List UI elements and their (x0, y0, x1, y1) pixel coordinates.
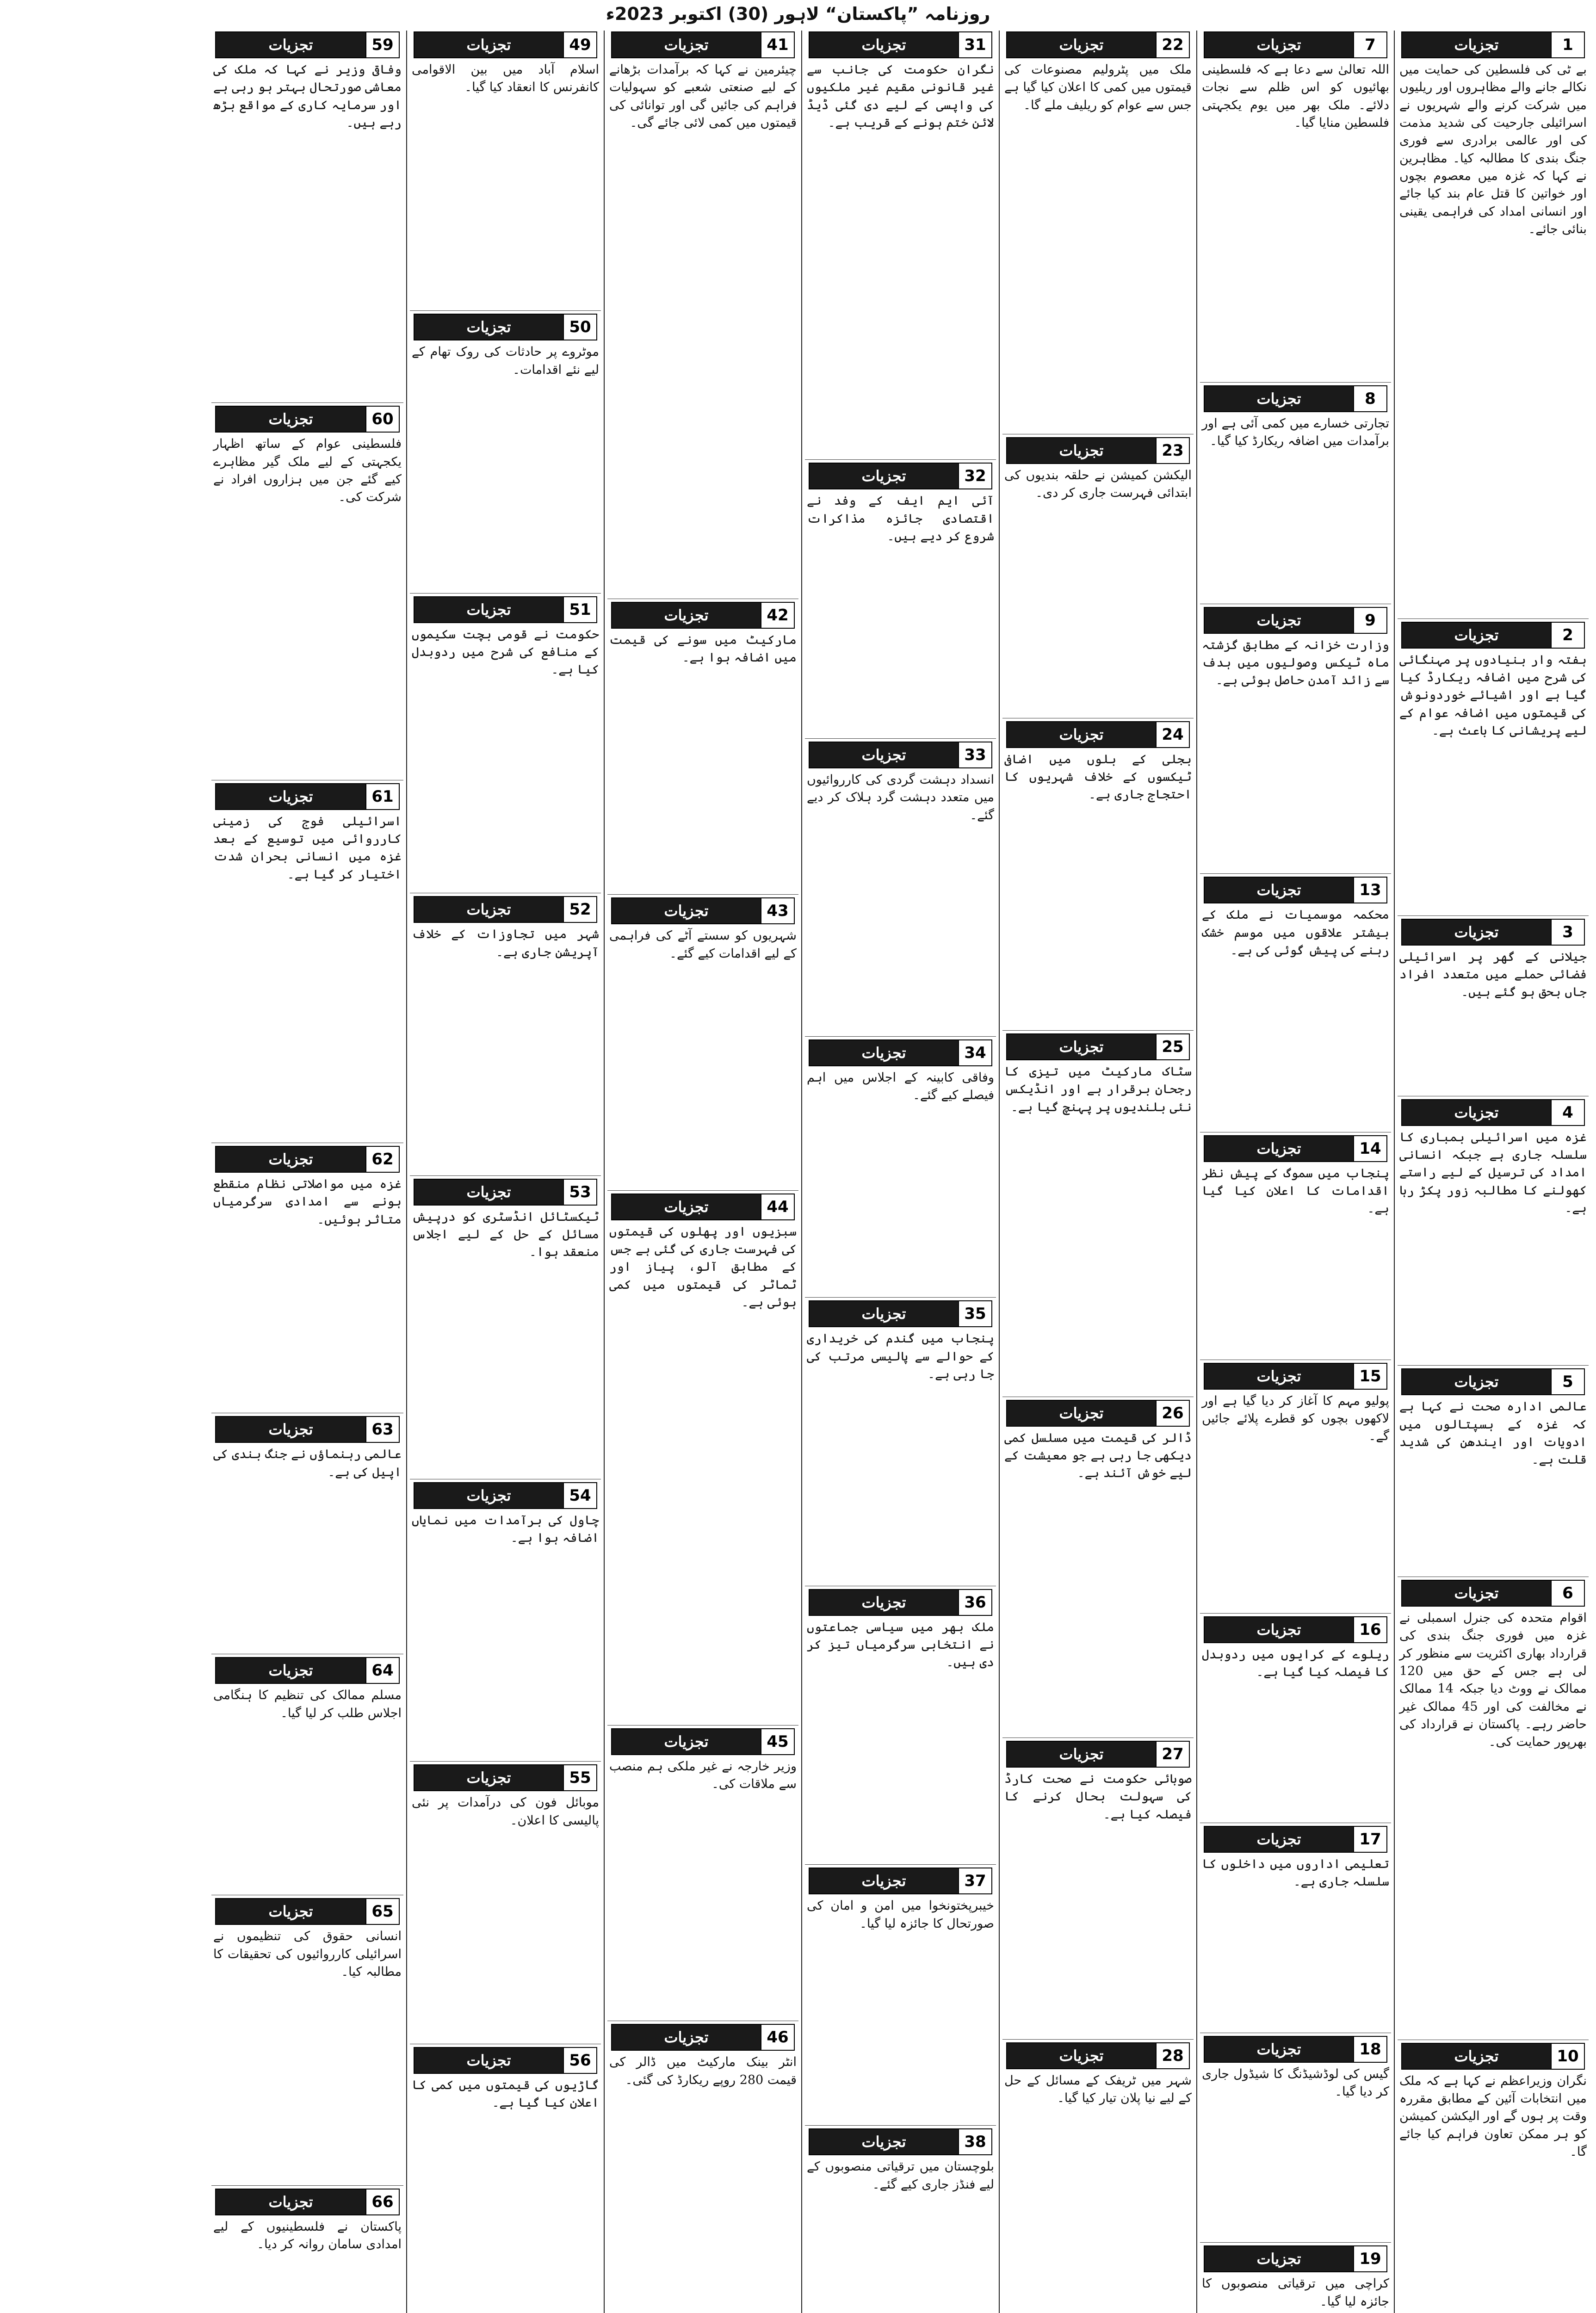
news-item-body: گیس کی لوڈشیڈنگ کا شیڈول جاری کر دیا گیا۔ (1202, 2066, 1389, 2099)
news-item-label: تجزیات (414, 1765, 563, 1790)
news-item-heading (1204, 1363, 1387, 1390)
news-item (1200, 31, 1391, 383)
news-item-number: 36 (958, 1590, 991, 1615)
news-item-heading (1006, 2042, 1190, 2069)
news-item-body: پنجاب میں گندم کی خریداری کے حوالے سے پالیسی مرتب کی جا رہی ہے۔ (807, 1331, 994, 1381)
news-item-label: تجزیات (216, 1658, 365, 1683)
news-item-label: تجزیات (1402, 1100, 1551, 1125)
news-item-number: 15 (1353, 1364, 1386, 1389)
news-item-number: 61 (365, 784, 399, 809)
news-item (410, 595, 601, 894)
news-item-body: سٹاک مارکیٹ میں تیزی کا رجحان برقرار ہے اور انڈیکس نئی بلندیوں پر پہنچ گیا ہے۔ (1004, 1064, 1192, 1114)
news-item-label: تجزیات (1007, 1034, 1156, 1059)
news-item-label: تجزیات (1402, 32, 1551, 57)
news-item-label: تجزیات (216, 2189, 365, 2214)
news-item-label: تجزیات (810, 2129, 958, 2154)
news-column (801, 31, 996, 2313)
news-item-number: 14 (1353, 1136, 1386, 1161)
news-item-label: تجزیات (1205, 2037, 1353, 2062)
news-column (1196, 31, 1391, 2313)
news-item (410, 2046, 601, 2313)
news-item (410, 1763, 601, 2044)
news-item-heading (215, 783, 400, 810)
news-item (1398, 918, 1589, 1096)
news-item-heading (215, 31, 400, 58)
news-item (1398, 621, 1589, 916)
news-item-label: تجزیات (810, 742, 958, 767)
news-item-body: جیلانی کے گھر پر اسرائیلی فضائی حملے میں متعدد افراد جاں بحق ہو گئے ہیں۔ (1399, 949, 1587, 1000)
news-item-body: وفاقی وزیر نے کہا کہ ملک کی معاشی صورتحال بہتر ہو رہی ہے اور سرمایہ کاری کے مواقع بڑھ رہے ہیں۔ (213, 62, 402, 130)
news-item-heading (1401, 1368, 1585, 1395)
news-item-body: موبائل فون کی درآمدات پر نئی پالیسی کا اعلان۔ (412, 1795, 599, 1828)
news-item-heading (809, 31, 992, 58)
news-item-label: تجزیات (810, 1868, 958, 1893)
news-item-label: تجزیات (216, 1899, 365, 1924)
news-item (1398, 1579, 1589, 2040)
news-item (211, 1145, 403, 1413)
news-item-number: 32 (958, 464, 991, 489)
news-item-heading (1204, 385, 1387, 412)
news-item-number: 24 (1156, 722, 1189, 747)
news-item-heading (1006, 31, 1190, 58)
news-item-heading (215, 2189, 400, 2215)
news-item-number: 66 (365, 2189, 399, 2214)
news-item-label: تجزیات (1402, 2044, 1551, 2069)
news-columns (7, 31, 1589, 2313)
news-item-number: 7 (1353, 32, 1386, 57)
news-item-heading (1006, 1741, 1190, 1768)
news-item-label: تجزیات (1205, 1827, 1353, 1852)
news-item-label: تجزیات (1205, 2246, 1353, 2271)
news-item-heading (1401, 31, 1585, 58)
news-item-label: تجزیات (1205, 386, 1353, 411)
news-item-number: 16 (1353, 1617, 1386, 1642)
news-item (1002, 436, 1194, 718)
news-item-label: تجزیات (216, 1147, 365, 1172)
news-item-number: 19 (1353, 2246, 1386, 2271)
news-item-number: 8 (1353, 386, 1386, 411)
news-item-body: انسداد دہشت گردی کی کارروائیوں میں متعدد دہشت گرد ہلاک کر دیے گئے۔ (807, 772, 994, 823)
news-item (1200, 876, 1391, 1132)
news-item-number: 5 (1551, 1369, 1584, 1394)
news-item-body: بے ٹی کی فلسطین کی حمایت میں نکالے جانے والے مظاہروں اور ریلیوں میں شرکت کرنے والے شہریوں نے اسرائیلی جارحیت کی شدید مذمت کی اور عالمی برادری سے فوری جنگ بندی کا مطالبہ کیا۔ مظاہرین نے کہا کہ غزہ میں معصوم بچوں اور خواتین کا قتل عام بند کیا جائے اور انسانی امداد کی فراہمی یقینی بنائی جائے۔ (1399, 62, 1587, 236)
news-item-body: ملک بھر میں سیاسی جماعتوں نے انتخابی سرگرمیاں تیز کر دی ہیں۔ (807, 1620, 994, 1670)
news-item-label: تجزیات (1007, 2043, 1156, 2068)
news-item-number: 45 (761, 1729, 794, 1754)
news-item-number: 49 (563, 32, 596, 57)
news-item-label: تجزیات (1205, 1617, 1353, 1642)
news-item-label: تجزیات (414, 897, 563, 922)
news-item-heading (1006, 437, 1190, 464)
news-item-heading (414, 31, 597, 58)
news-item-number: 3 (1551, 920, 1584, 945)
news-item-heading (809, 2128, 992, 2155)
news-item-number: 62 (365, 1147, 399, 1172)
news-item-heading (215, 1146, 400, 1173)
news-item (1200, 1825, 1391, 2033)
news-item-body: پولیو مہم کا آغاز کر دیا گیا ہے اور لاکھوں بچوں کو قطرے پلائے جائیں گے۔ (1202, 1393, 1389, 1444)
news-item-body: حکومت نے قومی بچت سکیموں کے منافع کی شرح میں ردوبدل کیا ہے۔ (412, 627, 599, 677)
news-item-heading (1204, 877, 1387, 903)
news-item (805, 462, 996, 739)
news-item (410, 1481, 601, 1762)
news-item (211, 2188, 403, 2313)
news-item-label: تجزیات (1402, 920, 1551, 945)
news-item (1200, 2035, 1391, 2243)
news-item-heading (1401, 2043, 1585, 2070)
news-item (607, 1727, 798, 2022)
news-item-label: تجزیات (810, 464, 958, 489)
news-item (805, 1299, 996, 1586)
news-item (607, 31, 798, 599)
news-item-body: چاول کی برآمدات میں نمایاں اضافہ ہوا ہے۔ (412, 1513, 599, 1546)
news-item-label: تجزیات (810, 32, 958, 57)
news-item-heading (611, 31, 795, 58)
news-item-body: کراچی میں ترقیاتی منصوبوں کا جائزہ لیا گیا۔ (1202, 2276, 1389, 2309)
news-item-number: 1 (1551, 32, 1584, 57)
news-item (1398, 2042, 1589, 2313)
news-item-body: اقوام متحدہ کی جنرل اسمبلی نے غزہ میں فوری جنگ بندی کی قرارداد بھاری اکثریت سے منظور کر لی ہے جس کے حق میں 120 ممالک نے ووٹ دیا جبکہ 14 ممالک نے مخالفت کی اور 45 ممالک غیر حاضر رہے۔ پاکستان نے قرارداد کی بھرپور حمایت کی۔ (1399, 1610, 1587, 1750)
news-item-heading (1401, 1099, 1585, 1126)
news-item-body: غزہ میں مواصلاتی نظام منقطع ہونے سے امدادی سرگرمیاں متاثر ہوئیں۔ (213, 1176, 402, 1227)
news-item-heading (1006, 721, 1190, 748)
news-item-heading (611, 2024, 795, 2051)
news-item (1002, 31, 1194, 434)
news-item-heading (1401, 919, 1585, 946)
news-item-label: تجزیات (1007, 1742, 1156, 1767)
news-item-heading (1006, 1033, 1190, 1060)
news-item-number: 18 (1353, 2037, 1386, 2062)
news-item-number: 44 (761, 1194, 794, 1219)
news-item-body: صوبائی حکومت نے صحت کارڈ کی سہولت بحال کرنے کا فیصلہ کیا ہے۔ (1004, 1771, 1192, 1822)
news-item (805, 1039, 996, 1298)
news-item-heading (809, 1589, 992, 1616)
news-item-label: تجزیات (612, 603, 761, 628)
news-item-number: 33 (958, 742, 991, 767)
news-item-heading (1204, 31, 1387, 58)
news-item-body: نگران وزیراعظم نے کہا ہے کہ ملک میں انتخابات آئین کے مطابق مقررہ وقت پر ہوں گے اور الیکشن کمیشن کو ہر ممکن تعاون فراہم کیا جائے گا۔ (1399, 2073, 1587, 2159)
news-item-number: 4 (1551, 1100, 1584, 1125)
news-item-heading (809, 463, 992, 489)
news-item-body: چیئرمین نے کہا کہ برآمدات بڑھانے کے لیے صنعتی شعبے کو سہولیات فراہم کی جائیں گی اور توانائی کی قیمتوں میں کمی لائی جائے گی۔ (609, 62, 797, 130)
news-item-label: تجزیات (414, 2048, 563, 2073)
news-item-heading (809, 1039, 992, 1066)
news-item-label: تجزیات (810, 1301, 958, 1326)
news-item-label: تجزیات (414, 32, 563, 57)
news-item-label: تجزیات (810, 1590, 958, 1615)
news-item-label: تجزیات (612, 1194, 761, 1219)
newspaper-header (0, 0, 1596, 28)
news-item-heading (1204, 1826, 1387, 1853)
news-item-heading (809, 742, 992, 768)
news-item (1200, 606, 1391, 874)
news-item-body: آئی ایم ایف کے وفد نے اقتصادی جائزہ مذاکرات شروع کر دیے ہیں۔ (807, 494, 994, 544)
news-item-body: فلسطینی عوام کے ساتھ اظہار یکجہتی کے لیے ملک گیر مظاہرے کیے گئے جن میں ہزاروں افراد نے شرکت کی۔ (213, 437, 402, 505)
news-item-label: تجزیات (216, 407, 365, 432)
news-item-body: موٹروے پر حادثات کی روک تھام کے لیے نئے اقدامات۔ (412, 345, 599, 377)
news-item-body: پنجاب میں سموگ کے پیش نظر اقدامات کا اعلان کیا گیا ہے۔ (1202, 1166, 1389, 1216)
news-item-number: 38 (958, 2129, 991, 2154)
news-item-number: 41 (761, 32, 794, 57)
news-item-body: تعلیمی اداروں میں داخلوں کا سلسلہ جاری ہے۔ (1202, 1857, 1389, 1889)
news-item-label: تجزیات (1402, 1581, 1551, 1606)
newspaper-date-title: روزنامہ ”پاکستان“ لاہور (30) اکتوبر 2023ء (606, 4, 990, 24)
news-item-body: اسرائیلی فوج کی زمینی کارروائی میں توسیع کے بعد غزہ میں انسانی بحران شدت اختیار کر گیا ہے۔ (213, 814, 402, 882)
news-item-body: محکمہ موسمیات نے ملک کے بیشتر علاقوں میں موسم خشک رہنے کی پیش گوئی کی ہے۔ (1202, 908, 1389, 958)
news-item (1200, 1615, 1391, 1824)
news-item (805, 741, 996, 1037)
news-item-body: عالمی رہنماؤں نے جنگ بندی کی اپیل کی ہے۔ (213, 1447, 402, 1479)
news-item-body: ڈالر کی قیمت میں مسلسل کمی دیکھی جا رہی ہے جو معیشت کے لیے خوش آئند ہے۔ (1004, 1430, 1192, 1481)
news-item-label: تجزیات (1007, 1401, 1156, 1426)
news-item-number: 31 (958, 32, 991, 57)
news-item-label: تجزیات (612, 1729, 761, 1754)
news-item-heading (414, 2047, 597, 2074)
news-item-number: 59 (365, 32, 399, 57)
news-item (1002, 720, 1194, 1031)
news-item (211, 1656, 403, 1895)
news-item-heading (1204, 607, 1387, 634)
news-item-number: 60 (365, 407, 399, 432)
news-item-number: 9 (1353, 608, 1386, 633)
news-item-label: تجزیات (414, 1483, 563, 1508)
news-item-number: 26 (1156, 1401, 1189, 1426)
news-item-body: ٹیکسٹائل انڈسٹری کو درپیش مسائل کے حل کے لیے اجلاس منعقد ہوا۔ (412, 1209, 599, 1260)
news-item-body: الیکشن کمیشن نے حلقہ بندیوں کی ابتدائی فہرست جاری کر دی۔ (1004, 468, 1192, 501)
news-item (211, 1897, 403, 2186)
news-item (1398, 1098, 1589, 1366)
news-item (1002, 1033, 1194, 1397)
news-item-body: شہر میں تجاوزات کے خلاف آپریشن جاری ہے۔ (412, 927, 599, 959)
news-item (410, 31, 601, 311)
news-item (1002, 1740, 1194, 2040)
news-item (1398, 31, 1589, 619)
news-item-body: شہر میں ٹریفک کے مسائل کے حل کے لیے نیا پلان تیار کیا گیا۔ (1004, 2073, 1192, 2106)
news-item-label: تجزیات (1402, 623, 1551, 648)
news-item-number: 43 (761, 898, 794, 923)
news-item-number: 10 (1551, 2044, 1584, 2069)
news-item-body: نگران حکومت کی جانب سے غیر قانونی مقیم غیر ملکیوں کی واپسی کے لیے دی گئی ڈیڈ لائن ختم ہونے کے قریب ہے۔ (807, 62, 994, 130)
news-item-label: تجزیات (1205, 1136, 1353, 1161)
news-item-number: 42 (761, 603, 794, 628)
news-item-label: تجزیات (1007, 438, 1156, 463)
news-column (999, 31, 1194, 2313)
news-item (410, 313, 601, 593)
news-item-number: 65 (365, 1899, 399, 1924)
news-item-label: تجزیات (1205, 878, 1353, 903)
news-item (1002, 1399, 1194, 1738)
news-item (1398, 1367, 1589, 1577)
news-item (607, 1193, 798, 1725)
news-item (211, 31, 403, 403)
news-item-body: وفاقی کابینہ کے اجلاس میں اہم فیصلے کیے گئے۔ (807, 1070, 994, 1103)
news-item-heading (1204, 2245, 1387, 2272)
news-item-heading (611, 897, 795, 924)
news-item-heading (414, 1764, 597, 1791)
news-item-body: انسانی حقوق کی تنظیموں نے اسرائیلی کارروائیوں کی تحقیقات کا مطالبہ کیا۔ (213, 1929, 402, 1979)
news-item-heading (1401, 1580, 1585, 1607)
news-item-label: تجزیات (612, 2025, 761, 2050)
news-item-body: ریلوے کے کرایوں میں ردوبدل کا فیصلہ کیا گیا ہے۔ (1202, 1647, 1389, 1679)
news-item-body: اللہ تعالیٰ سے دعا ہے کہ فلسطینی بھائیوں کو اس ظلم سے نجات دلائے۔ ملک بھر میں یوم یکجہتی فلسطین منایا گیا۔ (1202, 62, 1389, 130)
news-column (1394, 31, 1589, 2313)
news-item (1200, 1362, 1391, 1614)
news-item-number: 52 (563, 897, 596, 922)
news-item-number: 54 (563, 1483, 596, 1508)
news-column (604, 31, 798, 2313)
news-item-body: گاڑیوں کی قیمتوں میں کمی کا اعلان کیا گیا ہے۔ (412, 2078, 599, 2110)
news-item-body: وزیر خارجہ نے غیر ملکی ہم منصب سے ملاقات کی۔ (609, 1759, 797, 1792)
news-item-number: 6 (1551, 1581, 1584, 1606)
news-item-number: 23 (1156, 438, 1189, 463)
news-item (805, 1588, 996, 1865)
news-item-heading (1006, 1400, 1190, 1427)
news-item-body: ملک میں پٹرولیم مصنوعات کی قیمتوں میں کمی کا اعلان کیا گیا ہے جس سے عوام کو ریلیف ملے گا۔ (1004, 62, 1192, 112)
news-item (805, 1867, 996, 2126)
news-item-heading (611, 602, 795, 629)
news-item-heading (1204, 1616, 1387, 1643)
news-item-label: تجزیات (414, 315, 563, 340)
news-item-number: 53 (563, 1180, 596, 1205)
news-item-number: 27 (1156, 1742, 1189, 1767)
news-item-number: 63 (365, 1417, 399, 1442)
news-item-heading (611, 1194, 795, 1220)
news-item-body: بجلی کے بلوں میں اضافی ٹیکسوں کے خلاف شہریوں کا احتجاج جاری ہے۔ (1004, 752, 1192, 802)
news-item-heading (414, 1179, 597, 1206)
news-item-heading (1204, 2036, 1387, 2063)
news-item (1002, 2041, 1194, 2313)
news-item-number: 22 (1156, 32, 1189, 57)
news-item-heading (215, 1657, 400, 1684)
news-item-number: 25 (1156, 1034, 1189, 1059)
news-item-body: شہریوں کو سستے آٹے کی فراہمی کے لیے اقدامات کیے گئے۔ (609, 928, 797, 961)
news-item-body: بلوچستان میں ترقیاتی منصوبوں کے لیے فنڈز جاری کیے گئے۔ (807, 2159, 994, 2192)
news-item-heading (1204, 1135, 1387, 1162)
news-item-label: تجزیات (216, 784, 365, 809)
news-item-number: 51 (563, 597, 596, 622)
news-item-number: 37 (958, 1868, 991, 1893)
news-item-number: 64 (365, 1658, 399, 1683)
news-item-body: مسلم ممالک کی تنظیم کا ہنگامی اجلاس طلب کر لیا گیا۔ (213, 1688, 402, 1720)
news-item-heading (414, 314, 597, 340)
news-item-label: تجزیات (216, 1417, 365, 1442)
news-item-number: 35 (958, 1301, 991, 1326)
news-item-heading (215, 1416, 400, 1443)
news-item-label: تجزیات (1205, 1364, 1353, 1389)
news-item-heading (1401, 622, 1585, 649)
news-item-body: پاکستان نے فلسطینیوں کے لیے امدادی سامان روانہ کر دیا۔ (213, 2219, 402, 2252)
news-item-body: انٹر بینک مارکیٹ میں ڈالر کی قیمت 280 روپے ریکارڈ کی گئی۔ (609, 2055, 797, 2087)
news-item-number: 34 (958, 1040, 991, 1065)
news-item-heading (414, 596, 597, 623)
news-item-body: ہفتہ وار بنیادوں پر مہنگائی کی شرح میں اضافہ ریکارڈ کیا گیا ہے اور اشیائے خوردونوش کی قیمتوں میں اضافہ عوام کے لیے پریشانی کا باعث ہے۔ (1399, 652, 1587, 738)
news-item-label: تجزیات (1205, 32, 1353, 57)
news-item-body: مارکیٹ میں سونے کی قیمت میں اضافہ ہوا ہے۔ (609, 632, 797, 665)
news-item-label: تجزیات (1205, 608, 1353, 633)
news-item-number: 50 (563, 315, 596, 340)
news-item-number: 28 (1156, 2043, 1189, 2068)
news-item-heading (414, 896, 597, 923)
news-item-body: تجارتی خسارے میں کمی آئی ہے اور برآمدات میں اضافہ ریکارڈ کیا گیا۔ (1202, 416, 1389, 449)
news-item-body: سبزیوں اور پھلوں کی قیمتوں کی فہرست جاری کی گئی ہے جس کے مطابق آلو، پیاز اور ٹماٹر کی قیمتوں میں کمی ہوئی ہے۔ (609, 1224, 797, 1310)
news-item-label: تجزیات (1007, 32, 1156, 57)
news-item (1200, 384, 1391, 604)
news-item-heading (611, 1728, 795, 1755)
news-item-label: تجزیات (1007, 722, 1156, 747)
news-item-heading (809, 1868, 992, 1894)
news-item (1200, 1134, 1391, 1360)
news-column (406, 31, 601, 2313)
news-item (211, 782, 403, 1143)
news-item-heading (809, 1300, 992, 1327)
news-item-label: تجزیات (216, 32, 365, 57)
news-item (607, 601, 798, 895)
news-item-number: 2 (1551, 623, 1584, 648)
news-item-body: وزارت خزانہ کے مطابق گزشتہ ماہ ٹیکس وصولیوں میں ہدف سے زائد آمدن حاصل ہوئی ہے۔ (1202, 637, 1389, 688)
news-item-heading (414, 1482, 597, 1509)
news-item-heading (215, 406, 400, 433)
news-item-label: تجزیات (414, 597, 563, 622)
news-item (410, 1178, 601, 1479)
news-item-body: عالمی ادارہ صحت نے کہا ہے کہ غزہ کے ہسپتالوں میں ادویات اور ایندھن کی شدید قلت ہے۔ (1399, 1399, 1587, 1467)
news-item (805, 2127, 996, 2313)
news-item-number: 46 (761, 2025, 794, 2050)
news-item-heading (215, 1898, 400, 1925)
news-item (805, 31, 996, 460)
news-item (607, 2023, 798, 2313)
news-item-label: تجزیات (810, 1040, 958, 1065)
news-item-body: اسلام آباد میں بین الاقوامی کانفرنس کا انعقاد کیا گیا۔ (412, 62, 599, 95)
news-item-number: 17 (1353, 1827, 1386, 1852)
news-item (410, 895, 601, 1175)
news-item (1200, 2245, 1391, 2313)
news-item-body: غزہ میں اسرائیلی بمباری کا سلسلہ جاری ہے جبکہ انسانی امداد کی ترسیل کے لیے راستے کھولنے کا مطالبہ زور پکڑ رہا ہے۔ (1399, 1130, 1587, 1216)
news-item (211, 405, 403, 780)
news-item-body: خیبرپختونخوا میں امن و امان کی صورتحال کا جائزہ لیا گیا۔ (807, 1899, 994, 1931)
news-item-label: تجزیات (414, 1180, 563, 1205)
news-item (211, 1415, 403, 1654)
news-item-label: تجزیات (1402, 1369, 1551, 1394)
news-item-label: تجزیات (612, 898, 761, 923)
news-item (607, 897, 798, 1191)
news-item-label: تجزیات (612, 32, 761, 57)
news-item-number: 13 (1353, 878, 1386, 903)
news-column (209, 31, 403, 2313)
news-item-number: 56 (563, 2048, 596, 2073)
news-item-number: 55 (563, 1765, 596, 1790)
